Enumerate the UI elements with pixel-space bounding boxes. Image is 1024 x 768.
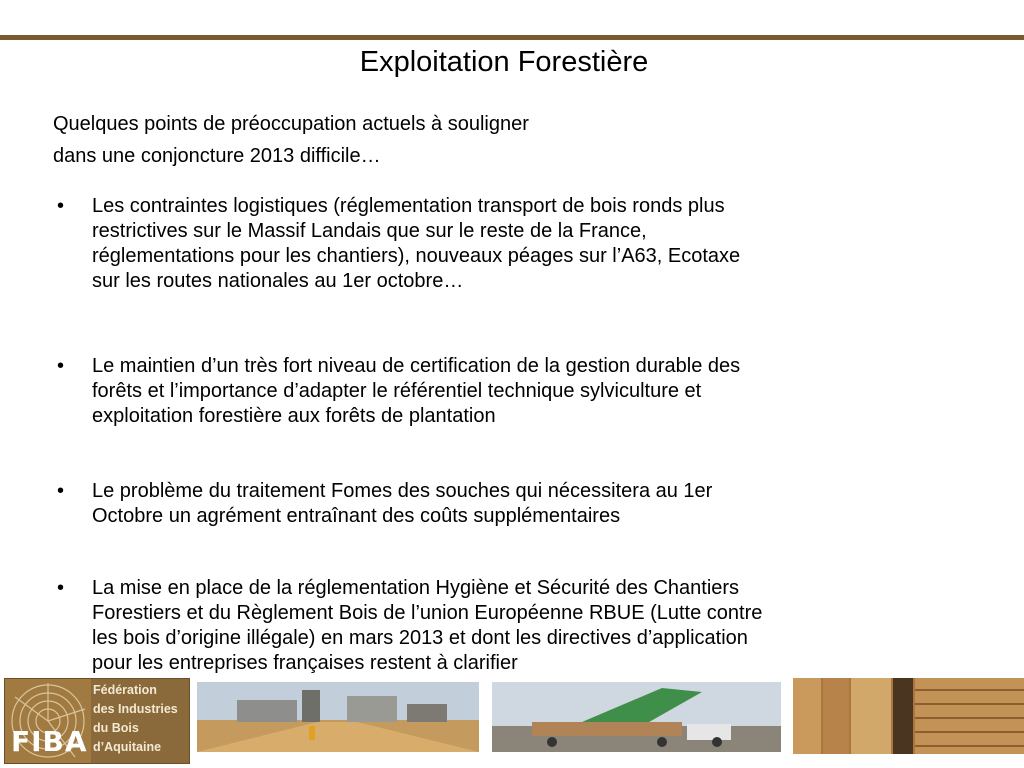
bullet-logistics <box>55 194 975 354</box>
bullet-line: exploitation forestière aux forêts de plantation <box>92 405 496 427</box>
bullet-line: Le problème du traitement Fomes des souches qui nécessitera au 1er <box>92 480 713 502</box>
bullet-line: Les contraintes logistiques (réglementation transport de bois ronds plus <box>92 195 725 217</box>
logo-name-line: du Bois <box>93 721 139 735</box>
bullet-line: sur les routes nationales au 1er octobre… <box>92 270 464 292</box>
subtitle-line-2: dans une conjoncture 2013 difficile… <box>53 145 381 167</box>
bullet-line: forêts et l’importance d’adapter le référentiel technique sylviculture et <box>92 380 702 402</box>
logo-name-line: d’Aquitaine <box>93 740 162 754</box>
log-truck-illustration <box>492 682 781 752</box>
logo-name-line: Fédération <box>93 683 157 697</box>
bullet-line: Le maintien d’un très fort niveau de certification de la gestion durable des <box>92 355 741 377</box>
logo-acronym: FIBA <box>11 725 88 758</box>
logo-name <box>93 681 187 757</box>
slide-title: Exploitation Forestière <box>359 46 649 78</box>
bullet-line: Forestiers et du Règlement Bois de l’union Européenne RBUE (Lutte contre <box>92 602 763 624</box>
fiba-logo <box>4 678 190 764</box>
bullet-line: restrictives sur le Massif Landais que sur le reste de la France, <box>92 220 647 242</box>
bullet-fomes <box>55 479 975 576</box>
bullet-line: réglementations pour les chantiers), nouveaux péages sur l’A63, Ecotaxe <box>92 245 741 267</box>
bullet-line: pour les entreprises françaises restent à clarifier <box>92 652 518 674</box>
bullet-list <box>55 194 975 676</box>
bullet-marker: • <box>57 480 65 502</box>
subtitle-line-1: Quelques points de préoccupation actuels à souligner <box>53 113 529 135</box>
wood-planks-illustration <box>793 678 1024 754</box>
logo-name-line: des Industries <box>93 702 178 716</box>
top-divider <box>0 35 1024 40</box>
bullet-marker: • <box>57 577 65 599</box>
bullet-line: les bois d’origine illégale) en mars 2013 et dont les directives d’application <box>92 627 748 649</box>
sawmill-photo <box>197 682 479 752</box>
footer-strip <box>0 678 1024 768</box>
bullet-marker: • <box>57 195 65 217</box>
log-truck-photo <box>492 682 781 752</box>
bullet-marker: • <box>57 355 65 377</box>
bullet-regulation <box>55 576 975 676</box>
wood-planks-photo <box>793 678 1024 754</box>
slide-subtitle <box>53 108 529 172</box>
bullet-certification <box>55 354 975 479</box>
bullet-line: Octobre un agrément entraînant des coûts supplémentaires <box>92 505 621 527</box>
bullet-line: La mise en place de la réglementation Hygiène et Sécurité des Chantiers <box>92 577 740 599</box>
sawmill-illustration <box>197 682 479 752</box>
